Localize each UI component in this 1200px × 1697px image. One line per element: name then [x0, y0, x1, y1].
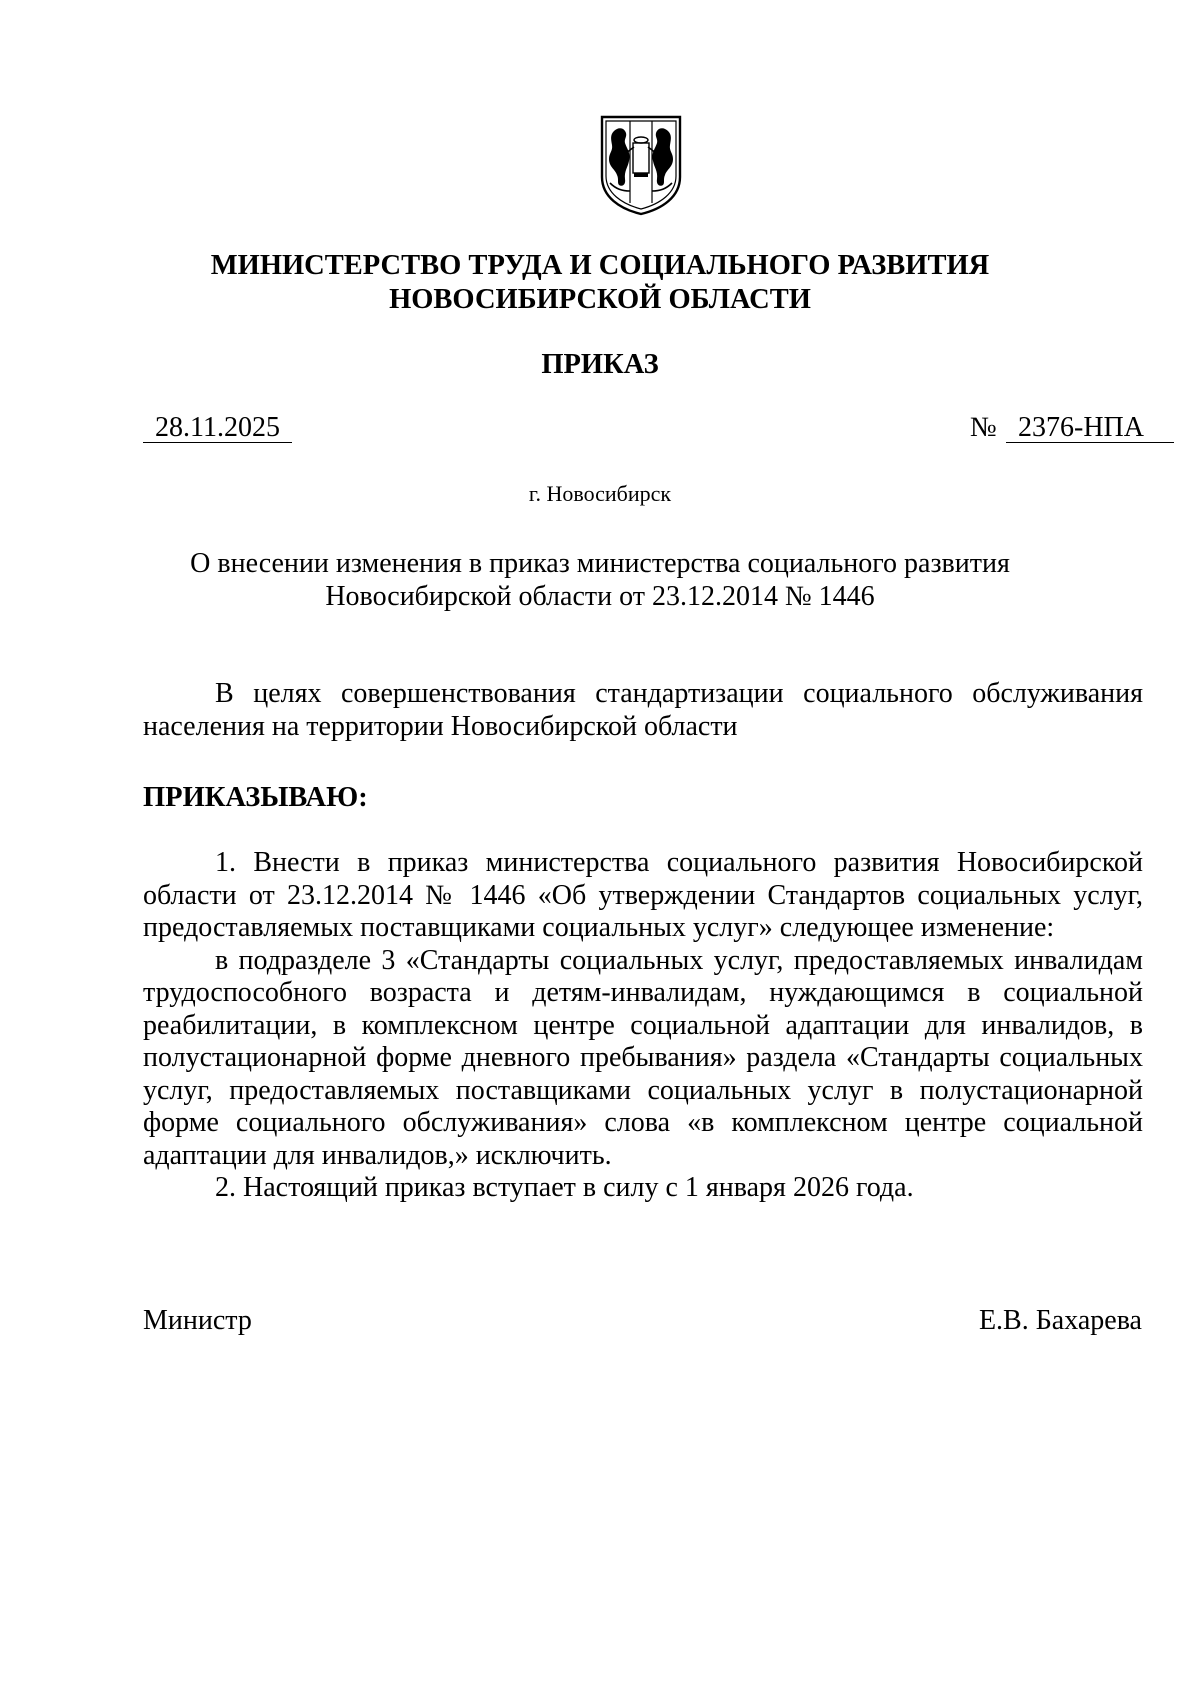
novosibirsk-coat-of-arms-icon [598, 113, 684, 217]
number-sign: № [970, 412, 997, 443]
signer-name: Е.В. Бахарева [978, 1305, 1142, 1336]
organization-name-line1: МИНИСТЕРСТВО ТРУДА И СОЦИАЛЬНОГО РАЗВИТИЯ [210, 250, 990, 281]
order-item-2: 2. Настоящий приказ вступает в силу с 1 января 2026 года. [215, 1172, 914, 1203]
organization-name-line2: НОВОСИБИРСКОЙ ОБЛАСТИ [389, 284, 811, 315]
orders-heading: ПРИКАЗЫВАЮ: [143, 782, 368, 813]
signer-position: Министр [143, 1305, 252, 1336]
document-date: 28.11.2025 [155, 412, 280, 443]
document-type-title: ПРИКАЗ [541, 349, 659, 380]
city-location: г. Новосибирск [528, 481, 672, 506]
purpose-paragraph: В целях совершенствования стандартизации социального обслуживания населения на территории Новосибирской области [143, 678, 1143, 742]
order-item-1-detail: в подразделе 3 «Стандарты социальных услуг, предоставляемых инвалидам трудоспособного возраста и детям-инвалидам, нуждающимся в социальной реабилитации, в комплексном центре социальной адаптации для инвалидов, в полустационарной форме дневного пребывания» раздела «Стандарты социальных услуг, предоставляемых поставщиками социальных услуг в полустационарной форме социального обслуживания» слова «в комплексном центре социальной адаптации для инвалидов,» исключить. [143, 944, 1143, 1171]
number-underline [1006, 442, 1174, 443]
date-underline [143, 442, 292, 443]
purpose-paragraph-block [143, 678, 1143, 743]
subject-line1: О внесении изменения в приказ министерства социального развития [190, 548, 1010, 579]
order-item-1: 1. Внести в приказ министерства социального развития Новосибирской области от 23.12.2014 № 1446 «Об утверждении Стандартов социальных услуг, предоставляемых поставщиками социальных услуг» следующее изменение: [143, 847, 1143, 943]
order-items [143, 847, 1143, 1205]
document-number: 2376-НПА [1018, 412, 1144, 443]
subject-line2: Новосибирской области от 23.12.2014 № 1446 [325, 581, 875, 612]
